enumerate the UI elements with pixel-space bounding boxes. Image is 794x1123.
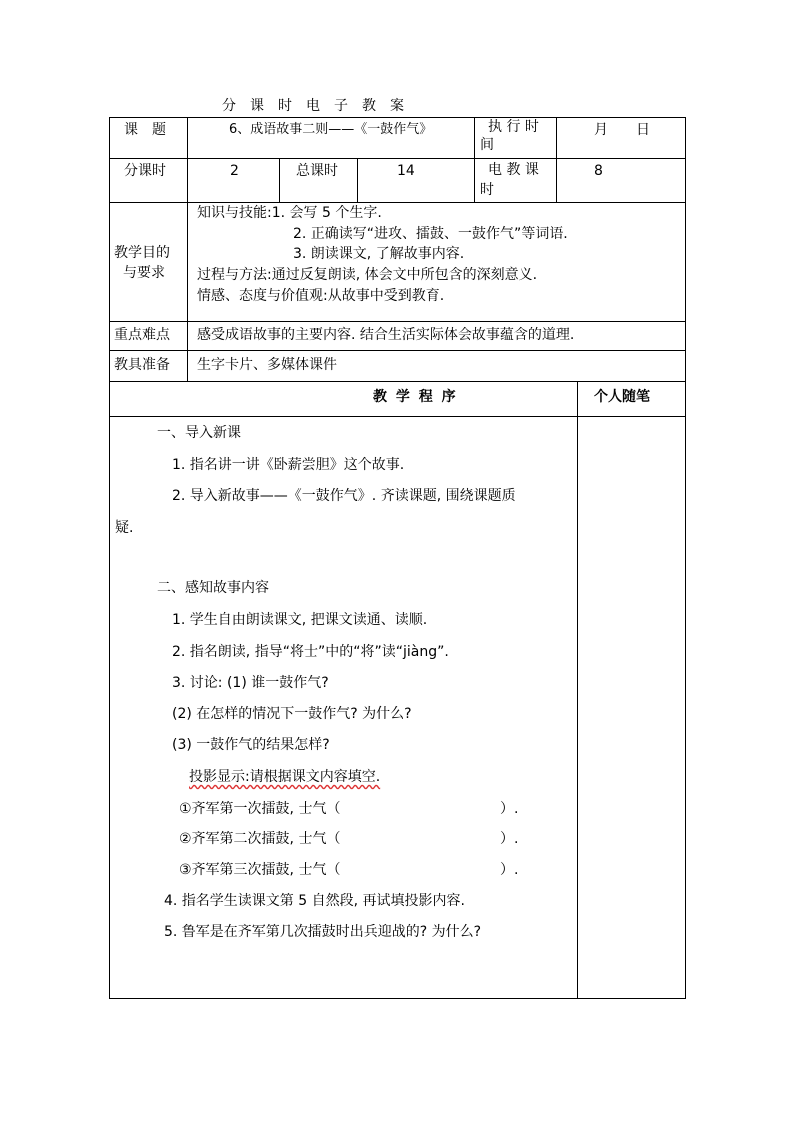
execution-time-label-line1: 执 行 时: [488, 119, 539, 135]
lesson-title-label: 课 题: [124, 122, 166, 138]
sub-lesson-label: 分课时: [124, 163, 166, 179]
section-1-title: 一、导入新课: [157, 425, 241, 441]
goals-label: [114, 243, 170, 283]
total-lessons-value: 14: [397, 163, 415, 179]
table-border-top: [109, 117, 686, 118]
table-border-bottom: [109, 998, 686, 999]
section-2-item-4: 4. 指名学生读课文第 5 自然段, 再试填投影内容.: [164, 893, 465, 909]
fill-in-2-close: ）.: [500, 831, 519, 847]
section-2-question-3: (3) 一鼓作气的结果怎样?: [172, 737, 330, 753]
goals-label-line2: 与要求: [123, 265, 165, 281]
goals-line-5: 情感、态度与价值观:从故事中受到教育.: [197, 288, 445, 304]
multimedia-lessons-label-line2: 时: [480, 182, 494, 198]
section-1-item-1: 1. 指名讲一讲《卧薪尝胆》这个故事.: [172, 457, 405, 473]
row-divider: [109, 202, 686, 203]
section-2-item-3: 3. 讨论: (1) 谁一鼓作气?: [172, 675, 329, 691]
section-2-item-2: 2. 指名朗读, 指导“将士”中的“将”读“jiàng”.: [172, 644, 449, 660]
table-border-left: [109, 117, 110, 999]
row-divider: [109, 416, 686, 417]
fill-in-2: ②齐军第二次擂鼓, 士气（: [179, 831, 341, 847]
goals-line-2: 2. 正确读写“进攻、擂鼓、一鼓作气”等词语.: [293, 226, 568, 242]
column-divider: [357, 158, 358, 202]
fill-in-1-close: ）.: [500, 801, 519, 817]
execution-time-label-line2: 间: [480, 137, 494, 153]
lesson-title-value: 6、成语故事二则——《一鼓作气》: [229, 122, 433, 137]
section-1-item-2-cont: 疑.: [115, 520, 134, 536]
table-border-right: [685, 117, 686, 999]
row-divider: [109, 350, 686, 351]
materials-value: 生字卡片、多媒体课件: [197, 357, 337, 373]
document-title: 分课时电子教案: [222, 98, 418, 114]
goals-line-4: 过程与方法:通过反复朗读, 体会文中所包含的深刻意义.: [197, 267, 538, 283]
column-divider: [556, 117, 557, 202]
multimedia-lessons-value: 8: [594, 163, 603, 179]
key-points-label: 重点难点: [114, 327, 170, 343]
materials-label: 教具准备: [114, 357, 170, 373]
multimedia-lessons-label: [480, 160, 539, 200]
row-divider: [109, 381, 686, 382]
sub-lesson-value: 2: [230, 163, 239, 179]
column-divider: [187, 117, 188, 381]
section-2-item-1: 1. 学生自由朗读课文, 把课文读通、读顺.: [172, 612, 428, 628]
procedure-header: 教 学 程 序: [373, 389, 458, 405]
multimedia-lessons-label-line1: 电 教 课: [488, 162, 539, 178]
fill-in-1: ①齐军第一次擂鼓, 士气（: [179, 801, 341, 817]
key-points-value: 感受成语故事的主要内容. 结合生活实际体会故事蕴含的道理.: [197, 327, 575, 343]
section-1-item-2: 2. 导入新故事——《一鼓作气》. 齐读课题, 围绕课题质: [172, 488, 516, 504]
column-divider: [474, 117, 475, 202]
goals-line-3: 3. 朗读课文, 了解故事内容.: [293, 246, 465, 262]
section-2-question-2: (2) 在怎样的情况下一鼓作气? 为什么?: [172, 706, 412, 722]
goals-line-1: 知识与技能:1. 会写 5 个生字.: [197, 205, 382, 221]
goals-label-line1: 教学目的: [114, 245, 170, 261]
projection-instruction: 投影显示:请根据课文内容填空.: [189, 769, 381, 785]
fill-in-3-close: ）.: [500, 862, 519, 878]
total-lessons-label: 总课时: [296, 163, 338, 179]
fill-in-3: ③齐军第三次擂鼓, 士气（: [179, 862, 341, 878]
personal-notes-header: 个人随笔: [594, 389, 650, 405]
row-divider: [109, 321, 686, 322]
execution-time-label: [480, 118, 539, 154]
section-2-title: 二、感知故事内容: [157, 580, 269, 596]
column-divider: [279, 158, 280, 202]
section-2-item-5: 5. 鲁军是在齐军第几次擂鼓时出兵迎战的? 为什么?: [164, 924, 482, 940]
date-value: 月 日: [594, 122, 650, 138]
row-divider: [109, 158, 686, 159]
column-divider: [577, 381, 578, 999]
